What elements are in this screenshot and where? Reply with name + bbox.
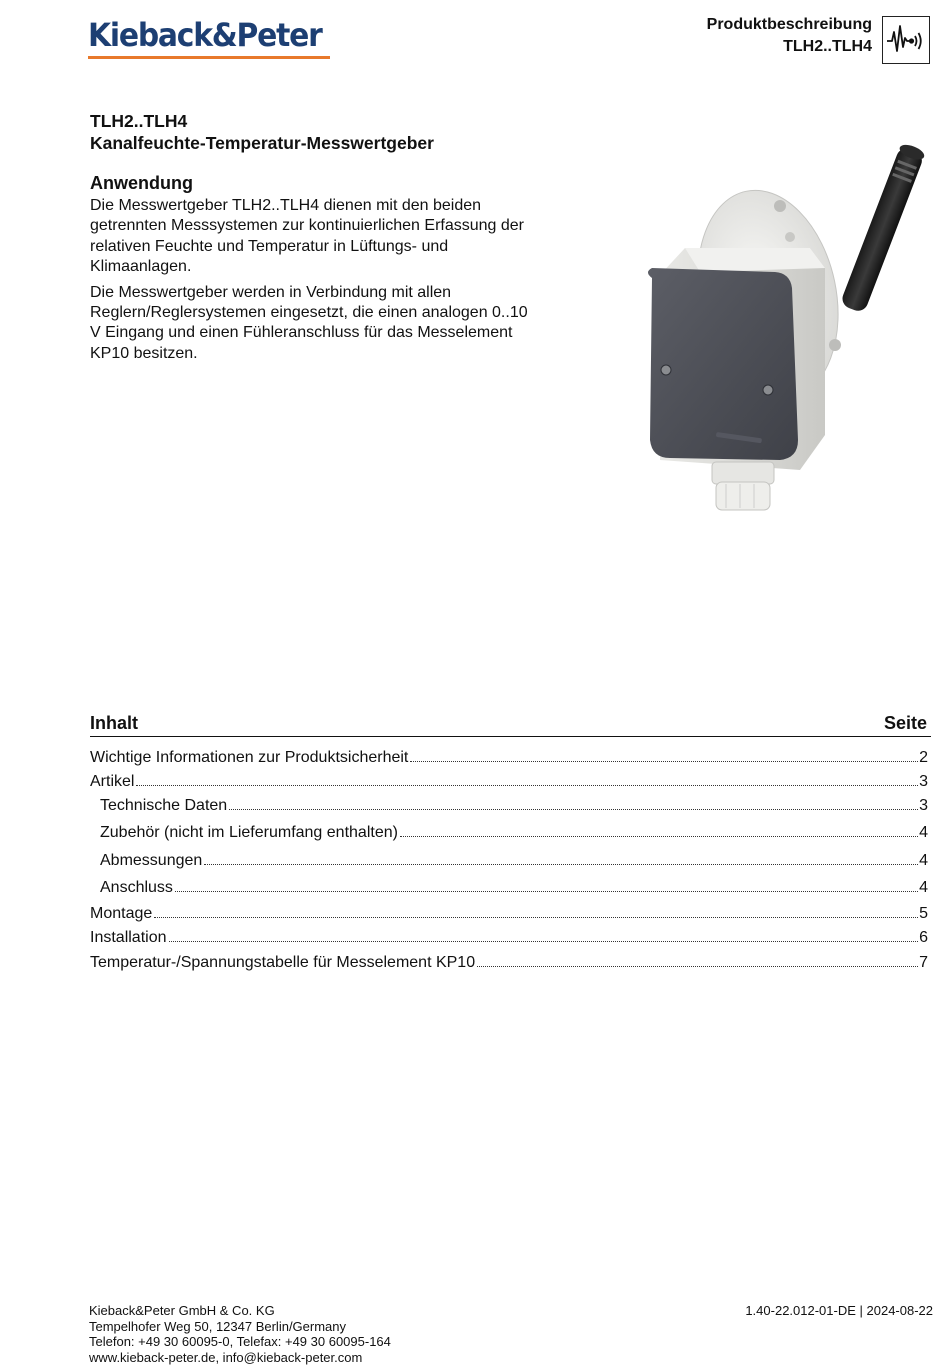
footer-document-reference: 1.40-22.012-01-DE | 2024-08-22 <box>745 1303 933 1318</box>
toc-leader <box>229 809 918 810</box>
toc-leader <box>410 761 918 762</box>
toc-page-heading: Seite <box>883 713 927 733</box>
toc-entry-article[interactable] <box>90 772 928 792</box>
title-description: Kanalfeuchte-Temperatur-Messwertgeber <box>90 133 434 153</box>
toc-leader <box>136 785 918 786</box>
toc-entry-page: 6 <box>919 929 928 946</box>
toc-entry-title: Installation <box>90 929 167 946</box>
company-logo <box>88 16 339 59</box>
application-paragraph: Die Messwertgeber TLH2..TLH4 dienen mit den beiden getrennten Messsystemen zur kontinuierlichen Erfassung der relativen Feuchte und Temperatur in Lüftungs- und Klimaanlagen. <box>90 197 524 276</box>
toc-entry-title: Anschluss <box>100 879 173 896</box>
toc-entry-mounting[interactable] <box>90 904 928 924</box>
header-product-name: TLH2..TLH4 <box>783 38 872 55</box>
toc-leader <box>175 891 918 892</box>
toc-entry-page: 7 <box>919 954 928 971</box>
sensor-signal-icon <box>882 16 930 64</box>
toc-entry-temperature-table[interactable] <box>90 953 928 973</box>
application-text <box>90 196 530 369</box>
toc-header <box>90 711 931 737</box>
toc-entry-title: Zubehör (nicht im Lieferumfang enthalten) <box>100 824 398 841</box>
product-image <box>630 140 940 520</box>
toc-entry-connection[interactable] <box>100 878 928 898</box>
toc-entry-page: 4 <box>919 852 928 869</box>
application-heading: Anwendung <box>90 173 193 193</box>
application-paragraph: Die Messwertgeber werden in Verbindung mit allen Reglern/Reglersystemen eingesetzt, die einen analogen 0..10 V Eingang und einen Fühleranschluss für das Messelement KP10 besitzen. <box>90 283 528 362</box>
toc-leader <box>204 864 918 865</box>
toc-entry-dimensions[interactable] <box>100 851 928 871</box>
toc-leader <box>154 917 918 918</box>
toc-entry-title: Wichtige Informationen zur Produktsicherheit <box>90 749 409 766</box>
footer-web[interactable]: www.kieback-peter.de, info@kieback-peter.com <box>89 1349 363 1365</box>
toc-entry-product-safety[interactable] <box>90 748 928 768</box>
logo-text: Kieback&Peter <box>88 16 322 54</box>
toc-leader <box>169 941 919 942</box>
footer-company: Kieback&Peter GmbH & Co. KG <box>89 1303 275 1318</box>
toc-entry-installation[interactable] <box>90 928 928 948</box>
toc-entry-title: Abmessungen <box>100 852 203 869</box>
toc-entry-page: 5 <box>919 905 928 922</box>
toc-leader <box>400 836 918 837</box>
footer-contact <box>89 1303 391 1365</box>
document-type-block <box>707 14 872 58</box>
toc-entry-title: Montage <box>90 905 153 922</box>
document-type: Produktbeschreibung <box>706 16 872 33</box>
toc-entry-page: 3 <box>919 773 928 790</box>
title-product: TLH2..TLH4 <box>90 111 188 131</box>
toc-heading: Inhalt <box>90 713 138 733</box>
toc-entry-title: Temperatur-/Spannungstabelle für Messelement KP10 <box>90 954 476 971</box>
footer-address: Tempelhofer Weg 50, 12347 Berlin/Germany <box>89 1318 347 1334</box>
toc-entry-page: 4 <box>919 824 928 841</box>
toc-entry-title: Artikel <box>90 773 135 790</box>
toc-entry-page: 4 <box>919 879 928 896</box>
toc-entry-technical-data[interactable] <box>100 796 928 816</box>
footer-phone: Telefon: +49 30 60095-0, Telefax: +49 30 60095-164 <box>89 1334 391 1349</box>
toc-entry-accessories[interactable] <box>100 823 928 843</box>
toc-leader <box>477 966 918 967</box>
toc-entry-title: Technische Daten <box>100 797 228 814</box>
toc-entry-page: 3 <box>919 797 928 814</box>
logo-underline <box>88 56 330 59</box>
toc-entry-page: 2 <box>919 749 928 766</box>
document-title <box>90 110 434 154</box>
